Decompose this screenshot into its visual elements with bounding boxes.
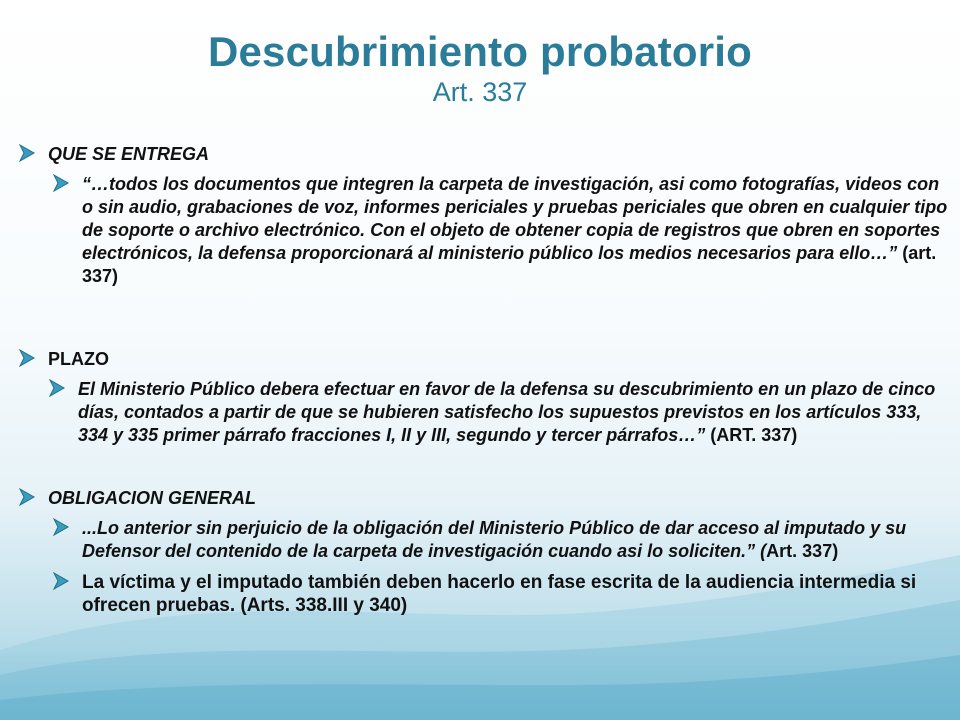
section-heading-label: QUE SE ENTREGA	[48, 144, 210, 164]
item-text: “…todos los documentos que integren la carpeta de investigación, asi como fotografías, videos con o sin audio, grabaciones de voz, informes periciales y pruebas periciales que obren en cualquier tipo de soporte o archivo electrónico. Con el objeto de obtener copia de registros que obren en soportes electrónicos, la defensa proporcionará al ministerio público los medios necesarios para ello…”	[82, 174, 948, 263]
list-item	[52, 571, 950, 617]
arrowhead-bullet-icon	[52, 518, 70, 536]
section-heading-obligacion-general	[18, 487, 950, 509]
slide-subtitle: Art. 337	[432, 77, 528, 107]
section-heading-label: OBLIGACION GENERAL	[48, 488, 257, 508]
arrowhead-bullet-icon	[18, 144, 36, 162]
item-text: El Ministerio Público debera efectuar en favor de la defensa su descubrimiento en un plazo de cinco días, contados a partir de que se hubieren satisfecho los supuestos previstos en los artículos 333, 334 y 335 primer párrafo fracciones I, II y III, segundo y tercer párrafos…”	[78, 379, 936, 445]
item-citation: (ART. 337)	[705, 425, 798, 445]
list-item	[48, 378, 950, 447]
list-item	[52, 173, 950, 288]
arrowhead-bullet-icon	[48, 379, 66, 397]
section-heading-plazo	[18, 348, 950, 370]
slide-content	[18, 143, 950, 617]
arrowhead-bullet-icon	[52, 572, 70, 590]
title-block	[0, 28, 960, 108]
arrowhead-bullet-icon	[52, 174, 70, 192]
section-heading-label: PLAZO	[48, 349, 109, 369]
item-citation: Art. 337)	[766, 541, 839, 561]
slide-title: Descubrimiento probatorio	[207, 28, 753, 75]
item-citation: (art. 337)	[82, 243, 937, 286]
list-item	[52, 517, 950, 563]
arrowhead-bullet-icon	[18, 488, 36, 506]
section-heading-que-se-entrega	[18, 143, 950, 165]
item-text: La víctima y el imputado también deben hacerlo en fase escrita de la audiencia intermedia si ofrecen pruebas. (Arts. 338.III y 340)	[82, 572, 917, 616]
item-text: ...Lo anterior sin perjuicio de la obligación del Ministerio Público de dar acceso al imputado y su Defensor del contenido de la carpeta de investigación cuando asi lo soliciten.” (	[82, 518, 907, 561]
arrowhead-bullet-icon	[18, 349, 36, 367]
